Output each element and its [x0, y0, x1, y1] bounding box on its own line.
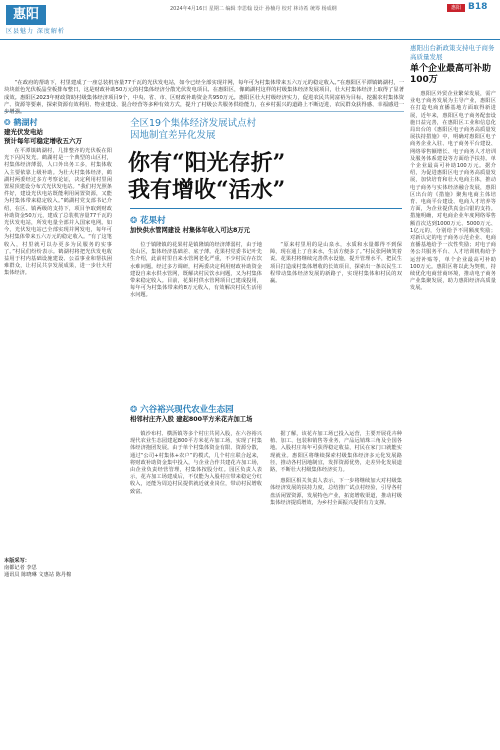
- section-liugu-col2: [270, 431, 402, 507]
- section-huaguo-head: ❂ 花果村: [130, 216, 166, 226]
- masthead-logo: 惠阳: [6, 5, 46, 25]
- section-huaguo: [130, 216, 402, 300]
- feature-title: 你有“阳光存折” 我有增收“活水”: [128, 150, 286, 203]
- section-huaguo-sub: 加快供水管网建设 村集体年收入可达8万元: [130, 227, 250, 234]
- left-section: [4, 117, 112, 278]
- page-number: B18: [468, 2, 488, 12]
- left-section-head: ❂ 鹤湖村: [4, 118, 38, 127]
- credits: [4, 558, 112, 580]
- section-liugu-col2-text: 据了解，该花卉加工场已投入运营，主要开展花卉种植、加工、包装和销售等业务，产品远销珠三角及全国各地。入股村庄每年可获得稳定收益，村民在家门口就能实现就业。惠阳区将继续探索村级集体经济多元化发展路径，推动各村因地制宜，发挥资源优势，走差异化发展道路，不断壮大村级集体经济实力。: [270, 431, 402, 474]
- credits-line2: 南都记者 李思: [4, 565, 37, 572]
- section-huaguo-col2: “原来村里用的是山泉水，水质和水量都得不到保障，现在通上了自来水，生活方便多了。”村民张阿姨笑着说。花果村将继续完善供水设施，提升管理水平，把民生项目打造成村集体增收的长效项目，探索出一条以民生工程带动集体经济发展的新路子，实现村集体和村民的双赢。: [270, 242, 402, 285]
- feature-divider: [130, 208, 402, 209]
- section-liugu: [130, 405, 402, 507]
- credits-line3: 通讯员 陈晓琳 文惠站 陈丹棉: [4, 572, 72, 579]
- masthead-slogan: 区县魅力 深度解析: [6, 28, 65, 35]
- left-section-body: 在平潭镇鹤湖村，几排整齐的光伏板在阳光下闪闪发光。鹤湖村是一个典型的山区村，村集体经济薄弱，人口外出务工多，村集体收入主要依靠上级补助。为壮大村集体经济，鹤湖村两委经过多方考察论证，决定利用村里闲置屋顶建设分布式光伏发电站。“我们村光照条件好，建设光伏电站既能利用闲置资源，又能为村集体带来稳定收入。”鹤湖村党支部书记介绍，在区、镇两级的支持下，项目争取到财政补助资金50万元，建成了总装机容量77千瓦的光伏发电站，所发电量全部并入国家电网。如今，光伏发电站已全部实现并网发电，每年可为村集体带来五六万元的稳定收入。“有了这笔收入，村里就可以办更多为民服务的实事了。”村民们纷纷表示。鹤湖村将把光伏发电收益用于村内基础设施建设、公益事业和帮扶困难群众，让村民共享发展成果，进一步壮大村集体经济。: [4, 148, 112, 277]
- left-section-title: 建光伏发电站 预计每年可稳定增收五六万: [4, 128, 82, 145]
- page-tag: 惠阳: [447, 4, 465, 12]
- section-liugu-head: ❂ 六谷裕兴现代农业生态园: [130, 405, 234, 415]
- sidebar-title: 单个企业最高可补助100万: [410, 64, 492, 85]
- section-liugu-col1: 镇沙布村、横沥镇等多个村庄共同入股，在六谷裕兴现代农业生态园建起800平方米花卉加工场，实现了村集体经济抱团发展。由于单个村集体资金有限、资源分散，通过“公司+村集体+农户”的模式，几个村庄联合起来，将财政补助资金集中投入，与企业合作共建花卉加工场，由企业负责经营管理，村集体按股分红。园区负责人表示，花卉加工场建成后，不仅能为入股村庄带来稳定分红收入，还能为周边村民提供就近就业岗位，带动村民增收致富。: [130, 431, 262, 495]
- sidebar-kicker: 惠阳出台新政策支持电子商务高质量发展: [410, 44, 495, 61]
- lead-paragraph: “在政府的帮助下，村里建成了一座总装机容量77千瓦的光伏发电站，如今已经全部实现并网，每年可为村集体带来五六万元的稳定收入。”在惠阳区平潭镇鹤湖村，一块块蓝色光伏板晶莹板排布整日，这是财政补助50万元的村集体经济分散光伏发电项目。在惠阳区，像鹤湖村这样的村级集体经济发展项目，壮大村集体经济上取得了显著成效。惠阳区2023年财政资助村级集体经济项目9个，中央、省、市、区财政补助资金共950万元。惠阳区壮大村级经济实力，促进农民共同富裕为目标，挖掘农村集体资产、资源等要素，探索资源有效利用、物业建设、混合经营等多种有效方式，提升了村级公共服务供给能力，在乡村振兴的道路上不断迈进，农民群众获得感、幸福感进一步增强。: [4, 80, 404, 116]
- sidebar-body: 惠阳区外贸企业繁荣发展，需产业电子商务发展为主导产业，惠阳区在打造电商直播基地方面取得新进展，近年来，惠阳区电子商务配套设施日益完善，在惠阳区工业和信息化局出台的《惠阳区电子商务高质量发展扶持措施》中，明确对惠阳区电子商务企业入驻、电子商务平台建设、网络零售额增长、电子商务人才培训及服务体系建设等方面给予扶持。单个企业最高可补助100万元。据介绍，为促进惠阳区电子商务高质量发展，加快培育和壮大电商主体，推动电子商务与实体经济融合发展，惠阳区出台的《措施》聚焦电商主体培育、电商平台建设、电商人才培养等方面，为企业提供真金白银的支持。措施明确，对电商企业年度网络零售额首次达到1000万元、5000万元、1亿元的，分别给予不同额度奖励；对新认定的电子商务示范企业、电商直播基地给予一次性奖励；对电子商务公共服务平台、人才培训机构给予运营补贴等，单个企业最高可补助100万元。惠阳区将以此为契机，持续优化电商营商环境，推动电子商务产业集聚发展，助力惠阳经济高质量发展。: [410, 91, 496, 292]
- dateline: 2024年4月16日 星期二 编辑 李思翰 设计 孙楠丹 校对 林诗希 统筹 杨成纲: [170, 6, 337, 12]
- credits-line1: 本版采写：: [4, 558, 30, 564]
- section-huaguo-col1: 位于镇隆镇的花果村是镇隆镇的经济薄弱村，由于地处山区，集体经济基础差、底子薄。花果村党委书记叶先生介绍，此前村里自来水管网老化严重，不少村民存在饮水难问题。经过多方调研，村两委决定利用财政补助资金建设自来水供水管网，既解决村民饮水问题，又为村集体带来稳定收入。目前，花果村供水管网项目已建成投用，每年可为村集体带来约8万元收入，有效解决村民生活用水问题。: [130, 242, 262, 299]
- feature-kicker: 全区19个集体经济发展试点村 因地制宜差异化发展: [130, 118, 257, 141]
- section-liugu-col3-text: 惠阳区相关负责人表示，下一步将继续加大对村级集体经济发展的扶持力度，总结推广试点村经验，引导各村盘活闲置资源，发展特色产业，拓宽增收渠道，推动村级集体经济提质增效，为乡村全面振兴提供有力支撑。: [270, 478, 402, 506]
- section-liugu-sub: 相邻村庄齐入股 建起800平方米花卉加工场: [130, 416, 253, 423]
- sidebar-column: [410, 44, 496, 704]
